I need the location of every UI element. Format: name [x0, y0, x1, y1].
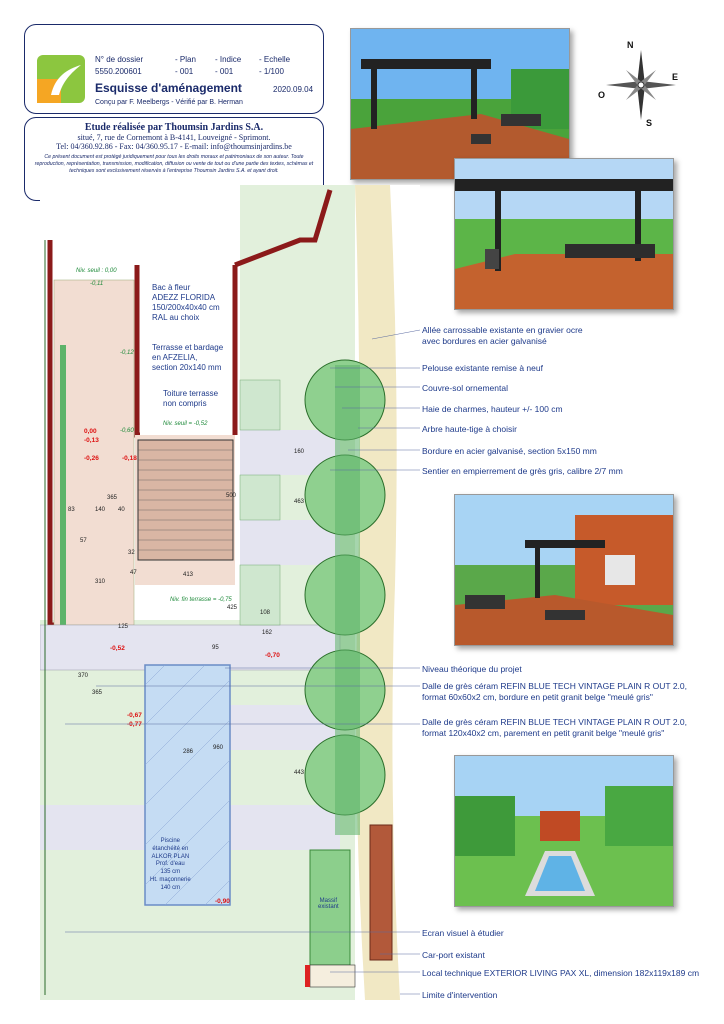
dimension-label: 370 — [78, 673, 89, 679]
dimension-label: 95 — [212, 645, 219, 651]
label-terrasse: Terrasse et bardage en AFZELIA, section 20x140 mm — [152, 343, 224, 372]
level-value: -0,77 — [127, 721, 142, 728]
dimension-label: 162 — [262, 630, 273, 636]
indice-label: - Indice — [215, 55, 242, 64]
dossier-label: N° de dossier — [95, 55, 144, 64]
dimension-label: 425 — [227, 605, 238, 611]
level-value: -0,26 — [84, 455, 99, 462]
level-value: -0,60 — [120, 428, 134, 434]
dimension-label: 57 — [80, 538, 87, 544]
legend-arbre: Arbre haute-tige à choisir — [422, 424, 517, 434]
legend-sentier: Sentier en empierrement de grès gris, calibre 2/7 mm — [422, 466, 623, 476]
legend-couvre-sol: Couvre-sol ornemental — [422, 383, 508, 393]
dimension-label: 413 — [183, 572, 194, 578]
company-name: Etude réalisée par Thoumsin Jardins S.A. — [84, 122, 264, 133]
level-value: -0,90 — [215, 898, 230, 905]
dimension-label: 310 — [95, 579, 106, 585]
legend-dalle-120: Dalle de grès céram REFIN BLUE TECH VINTAGE PLAIN R OUT 2.0, format 120x40x2 cm, parement en petit granit belge "meulé gris" — [422, 717, 687, 739]
level-niv-fin-terrasse: Niv. fin terrasse = -0,75 — [170, 597, 232, 603]
dimension-label: 108 — [260, 610, 271, 616]
label-toiture: Toiture terrasse non compris — [163, 389, 219, 408]
level-value: -0,12 — [120, 350, 134, 356]
level-niv-seuil-052: Niv. seuil = -0,52 — [163, 421, 208, 427]
compass-o: O — [598, 90, 606, 100]
level-value: -0,11 — [90, 281, 104, 287]
dimension-label: 500 — [226, 493, 237, 499]
dimension-label: 32 — [128, 550, 135, 556]
echelle-value: - 1/100 — [259, 67, 284, 76]
echelle-label: - Echelle — [259, 55, 291, 64]
plan-value: - 001 — [175, 67, 194, 76]
legend-niveau: Niveau théorique du projet — [422, 664, 522, 674]
level-niv-seuil-0: Niv. seuil : 0,00 — [76, 268, 117, 274]
dossier-value: 5550.200601 — [95, 67, 142, 76]
plan-label: - Plan — [175, 55, 196, 64]
level-value: -0,18 — [122, 455, 137, 462]
legend-dalle-60: Dalle de grès céram REFIN BLUE TECH VINTAGE PLAIN R OUT 2.0, format 60x60x2 cm, bordure en petit granit belge "meulé gris" — [422, 681, 687, 703]
level-value: -0,52 — [110, 645, 125, 652]
indice-value: - 001 — [215, 67, 234, 76]
plan-date: 2020.09.04 — [273, 85, 314, 94]
plan-title: Esquisse d'aménagement — [95, 81, 242, 95]
level-value: 0,00 — [84, 428, 97, 435]
dimension-label: 47 — [130, 570, 137, 576]
dimension-label: 365 — [107, 495, 118, 501]
legend-haie: Haie de charmes, hauteur +/- 100 cm — [422, 404, 563, 414]
dimension-label: 463 — [294, 499, 305, 505]
label-bac: Bac à fleur ADEZZ FLORIDA 150/200x40x40 cm RAL au choix — [152, 283, 220, 322]
level-value: -0,67 — [127, 712, 142, 719]
level-value: -0,13 — [84, 437, 99, 444]
dimension-label: 140 — [95, 507, 106, 513]
company-contact: Tel: 04/360.92.86 - Fax: 04/360.95.17 - E-mail: info@thoumsinjardins.be — [56, 142, 292, 151]
dimension-label: 960 — [213, 745, 224, 751]
label-piscine: Piscine étanchéité en ALKOR PLAN Prof. d'eau 135 cm Ht. maçonnerie 140 cm — [150, 838, 191, 891]
legend-limite: Limite d'intervention — [422, 990, 498, 1000]
dimension-label: 160 — [294, 449, 305, 455]
dimension-label: 40 — [118, 507, 125, 513]
dimension-label: 83 — [68, 507, 75, 513]
dimension-label: 125 — [118, 624, 129, 630]
compass-e: E — [672, 72, 679, 82]
legend-local: Local technique EXTERIOR LIVING PAX XL, dimension 182x119x189 cm — [422, 968, 700, 978]
legend-pelouse: Pelouse existante remise à neuf — [422, 363, 543, 373]
legend-carport: Car-port existant — [422, 950, 485, 960]
legend-ecran: Ecran visuel à étudier — [422, 928, 504, 938]
dimension-label: 286 — [183, 749, 194, 755]
level-value: -0,70 — [265, 652, 280, 659]
compass-n: N — [627, 40, 634, 50]
company-address: situé, 7, rue de Cornemont à B-4141, Louveigné - Sprimont. — [77, 133, 271, 142]
dimension-label: 443 — [294, 770, 305, 776]
compass-s: S — [646, 118, 653, 128]
label-massif: Massif existant — [318, 898, 339, 910]
dimension-label: 365 — [92, 690, 103, 696]
legend-allee: Allée carrossable existante en gravier ocre avec bordures en acier galvanisé — [422, 325, 583, 347]
legal-notice: Ce présent document est protégé juridiquement pour tous les droits moraux et patrimoniaux de son auteur. Toute reproduction, représentation, transmission, modification, diffusion ou vente de tout ou d'une partie des textes, schémas et techniques sont exclusivement réservés à l'entreprise Thoumsin Jardins S.A. et ayant droit. — [34, 154, 314, 174]
designed-by: Conçu par F. Meelbergs - Vérifié par B. Herman — [95, 99, 243, 106]
legend-bordure: Bordure en acier galvanisé, section 5x150 mm — [422, 446, 597, 456]
